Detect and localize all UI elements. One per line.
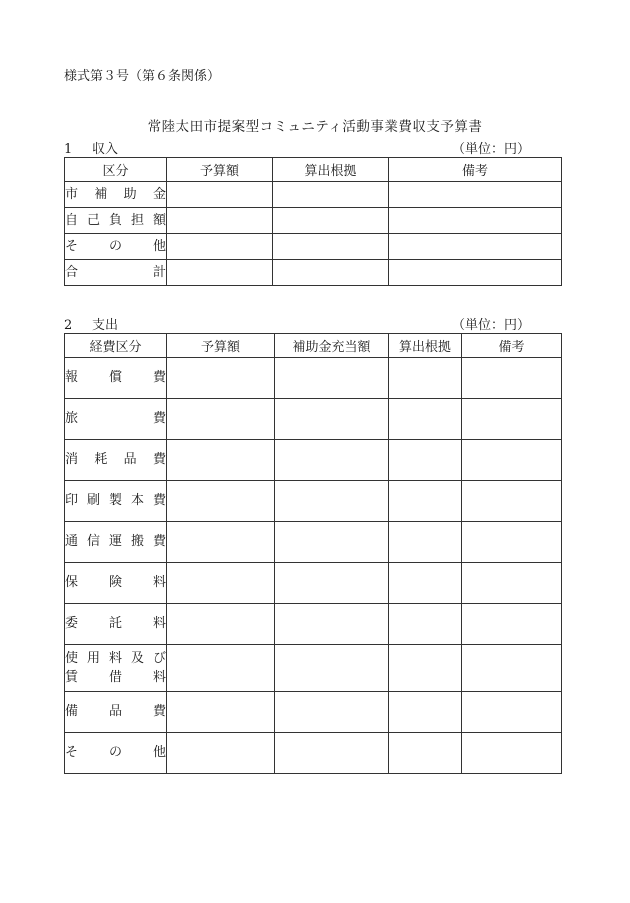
expense-budget-cell[interactable] bbox=[167, 358, 275, 399]
table-row bbox=[65, 399, 562, 440]
expense-remarks-cell[interactable] bbox=[462, 604, 562, 645]
expense-category-cell: 備品費 bbox=[65, 692, 167, 733]
expense-budget-cell[interactable] bbox=[167, 440, 275, 481]
income-table bbox=[64, 157, 562, 286]
expense-remarks-cell[interactable] bbox=[462, 563, 562, 604]
income-section-number: 1 bbox=[64, 142, 73, 157]
expense-budget-cell[interactable] bbox=[167, 692, 275, 733]
income-basis-cell[interactable] bbox=[273, 260, 389, 286]
income-remarks-cell[interactable] bbox=[389, 234, 562, 260]
expense-category-line: 使用料及び bbox=[65, 650, 166, 666]
expense-subsidy-cell[interactable] bbox=[275, 358, 389, 399]
income-category-cell: その他 bbox=[65, 234, 167, 260]
expense-budget-cell[interactable] bbox=[167, 604, 275, 645]
expense-budget-cell[interactable] bbox=[167, 563, 275, 604]
expense-subsidy-cell[interactable] bbox=[275, 481, 389, 522]
table-row bbox=[65, 182, 562, 208]
expense-header-category: 経費区分 bbox=[65, 334, 167, 358]
income-section-heading bbox=[64, 138, 118, 157]
expense-subsidy-cell[interactable] bbox=[275, 733, 389, 774]
income-header-budget: 予算額 bbox=[167, 158, 273, 182]
document-title: 常陸太田市提案型コミュニティ活動事業費収支予算書 bbox=[147, 119, 483, 135]
expense-category-cell bbox=[65, 645, 167, 692]
table-row bbox=[65, 563, 562, 604]
income-header-row bbox=[65, 158, 562, 182]
table-row bbox=[65, 208, 562, 234]
expense-remarks-cell[interactable] bbox=[462, 645, 562, 692]
expense-basis-cell[interactable] bbox=[389, 692, 462, 733]
income-remarks-cell[interactable] bbox=[389, 182, 562, 208]
income-category-cell: 合計 bbox=[65, 260, 167, 286]
table-row bbox=[65, 481, 562, 522]
table-row bbox=[65, 692, 562, 733]
expense-basis-cell[interactable] bbox=[389, 604, 462, 645]
income-header-category: 区分 bbox=[65, 158, 167, 182]
income-budget-cell[interactable] bbox=[167, 234, 273, 260]
expense-basis-cell[interactable] bbox=[389, 733, 462, 774]
expense-section-heading bbox=[64, 314, 118, 333]
expense-subsidy-cell[interactable] bbox=[275, 522, 389, 563]
expense-subsidy-cell[interactable] bbox=[275, 604, 389, 645]
expense-basis-cell[interactable] bbox=[389, 481, 462, 522]
income-budget-cell[interactable] bbox=[167, 182, 273, 208]
expense-subsidy-cell[interactable] bbox=[275, 645, 389, 692]
expense-header-remarks: 備考 bbox=[462, 334, 562, 358]
income-category-cell: 市補助金 bbox=[65, 182, 167, 208]
income-basis-cell[interactable] bbox=[273, 182, 389, 208]
table-row bbox=[65, 604, 562, 645]
expense-subsidy-cell[interactable] bbox=[275, 692, 389, 733]
income-remarks-cell[interactable] bbox=[389, 260, 562, 286]
expense-budget-cell[interactable] bbox=[167, 399, 275, 440]
income-basis-cell[interactable] bbox=[273, 208, 389, 234]
expense-category-cell: 消耗品費 bbox=[65, 440, 167, 481]
table-row bbox=[65, 645, 562, 692]
expense-remarks-cell[interactable] bbox=[462, 481, 562, 522]
income-header-basis: 算出根拠 bbox=[273, 158, 389, 182]
table-row bbox=[65, 733, 562, 774]
expense-remarks-cell[interactable] bbox=[462, 440, 562, 481]
expense-remarks-cell[interactable] bbox=[462, 399, 562, 440]
expense-category-cell: 旅費 bbox=[65, 399, 167, 440]
expense-section-label: 支出 bbox=[92, 318, 119, 333]
expense-budget-cell[interactable] bbox=[167, 481, 275, 522]
income-budget-cell[interactable] bbox=[167, 260, 273, 286]
table-row bbox=[65, 358, 562, 399]
table-row bbox=[65, 440, 562, 481]
income-unit-label: （単位：円） bbox=[452, 142, 531, 157]
expense-category-cell: 通信運搬費 bbox=[65, 522, 167, 563]
expense-remarks-cell[interactable] bbox=[462, 692, 562, 733]
expense-basis-cell[interactable] bbox=[389, 358, 462, 399]
expense-category-cell: 印刷製本費 bbox=[65, 481, 167, 522]
expense-basis-cell[interactable] bbox=[389, 645, 462, 692]
expense-subsidy-cell[interactable] bbox=[275, 440, 389, 481]
income-header-remarks: 備考 bbox=[389, 158, 562, 182]
income-basis-cell[interactable] bbox=[273, 234, 389, 260]
expense-subsidy-cell[interactable] bbox=[275, 563, 389, 604]
expense-basis-cell[interactable] bbox=[389, 563, 462, 604]
expense-remarks-cell[interactable] bbox=[462, 522, 562, 563]
income-category-cell: 自己負担額 bbox=[65, 208, 167, 234]
expense-table bbox=[64, 333, 562, 774]
expense-subsidy-cell[interactable] bbox=[275, 399, 389, 440]
expense-header-row bbox=[65, 334, 562, 358]
expense-unit-label: （単位：円） bbox=[452, 318, 531, 333]
expense-basis-cell[interactable] bbox=[389, 399, 462, 440]
expense-section-number: 2 bbox=[64, 318, 73, 333]
form-number: 様式第３号（第６条関係） bbox=[64, 69, 221, 84]
expense-basis-cell[interactable] bbox=[389, 522, 462, 563]
income-remarks-cell[interactable] bbox=[389, 208, 562, 234]
expense-header-budget: 予算額 bbox=[167, 334, 275, 358]
expense-budget-cell[interactable] bbox=[167, 645, 275, 692]
expense-remarks-cell[interactable] bbox=[462, 733, 562, 774]
table-row bbox=[65, 234, 562, 260]
expense-header-basis: 算出根拠 bbox=[389, 334, 462, 358]
expense-category-line: 賃借料 bbox=[65, 670, 166, 685]
expense-budget-cell[interactable] bbox=[167, 522, 275, 563]
income-budget-cell[interactable] bbox=[167, 208, 273, 234]
table-row bbox=[65, 522, 562, 563]
expense-budget-cell[interactable] bbox=[167, 733, 275, 774]
expense-category-cell: その他 bbox=[65, 733, 167, 774]
table-row bbox=[65, 260, 562, 286]
expense-category-cell: 委託料 bbox=[65, 604, 167, 645]
expense-header-subsidy: 補助金充当額 bbox=[275, 334, 389, 358]
expense-category-cell: 保険料 bbox=[65, 563, 167, 604]
expense-remarks-cell[interactable] bbox=[462, 358, 562, 399]
income-section-label: 収入 bbox=[92, 142, 119, 157]
expense-category-cell: 報償費 bbox=[65, 358, 167, 399]
expense-basis-cell[interactable] bbox=[389, 440, 462, 481]
